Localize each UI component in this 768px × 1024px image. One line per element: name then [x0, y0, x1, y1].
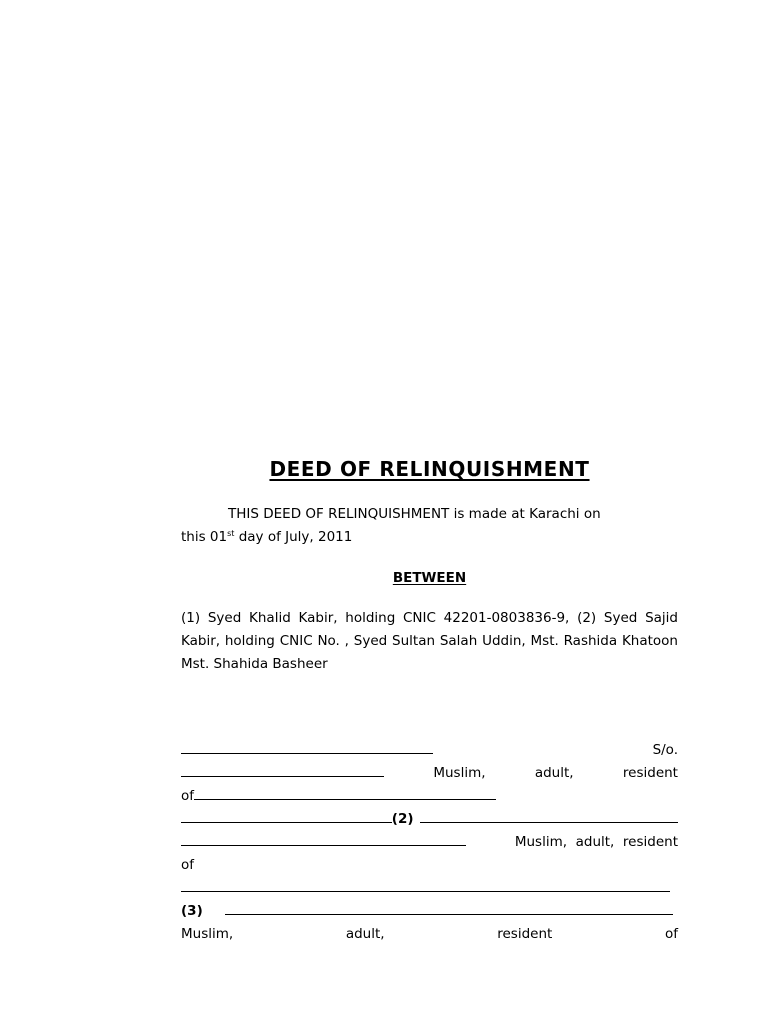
intro-line-1-text: THIS DEED OF RELINQUISHMENT is made at Karachi on	[228, 506, 601, 522]
name-blank-2	[181, 808, 392, 823]
so-label: S/o.	[652, 742, 678, 758]
adult-label-3: adult,	[345, 926, 385, 942]
name-blank-1	[181, 739, 433, 754]
of-label-3: of	[664, 926, 678, 942]
party-2-name-blank	[420, 808, 678, 823]
resident-label-3: resident	[497, 926, 553, 942]
address-blank-2	[181, 877, 670, 892]
form-line-4	[181, 808, 678, 831]
form-line-3	[181, 785, 678, 808]
between-heading: BETWEEN	[392, 570, 467, 586]
party-2-marker: (2)	[391, 811, 414, 827]
adult-label: adult,	[534, 765, 574, 781]
party-3-name-blank	[225, 900, 673, 915]
of-label-2: of	[181, 857, 195, 873]
document-title: DEED OF RELINQUISHMENT	[269, 457, 590, 481]
form-line-7	[181, 877, 678, 900]
resident-label: resident	[622, 765, 678, 781]
intro-date-prefix: this 01	[181, 529, 228, 545]
address-blank-1	[194, 785, 496, 800]
muslim-label: Muslim,	[433, 765, 486, 781]
of-label: of	[181, 788, 195, 804]
intro-line-2	[181, 526, 678, 549]
form-line-2	[181, 762, 678, 785]
muslim-adult-resident-label: Muslim, adult, resident	[514, 834, 678, 850]
form-line-9	[181, 923, 678, 946]
muslim-label-3: Muslim,	[181, 926, 234, 942]
spacer	[181, 676, 678, 739]
intro-date-superscript: st	[227, 529, 235, 538]
form-line-6	[181, 854, 678, 877]
form-line-8	[181, 900, 678, 923]
document-body	[181, 455, 678, 946]
intro-date-suffix: day of July, 2011	[234, 529, 353, 545]
form-line-1	[181, 739, 678, 762]
intro-line-1	[181, 503, 678, 526]
father-name-blank-2	[181, 831, 466, 846]
party-3-marker: (3)	[181, 903, 203, 919]
parties-paragraph: (1) Syed Khalid Kabir, holding CNIC 42201-0803836-9, (2) Syed Sajid Kabir, holding CNIC No. , Syed Sultan Salah Uddin, Mst. Rashida Khatoon Mst. Shahida Basheer	[181, 610, 678, 672]
father-name-blank-1	[181, 762, 384, 777]
form-line-5	[181, 831, 678, 854]
